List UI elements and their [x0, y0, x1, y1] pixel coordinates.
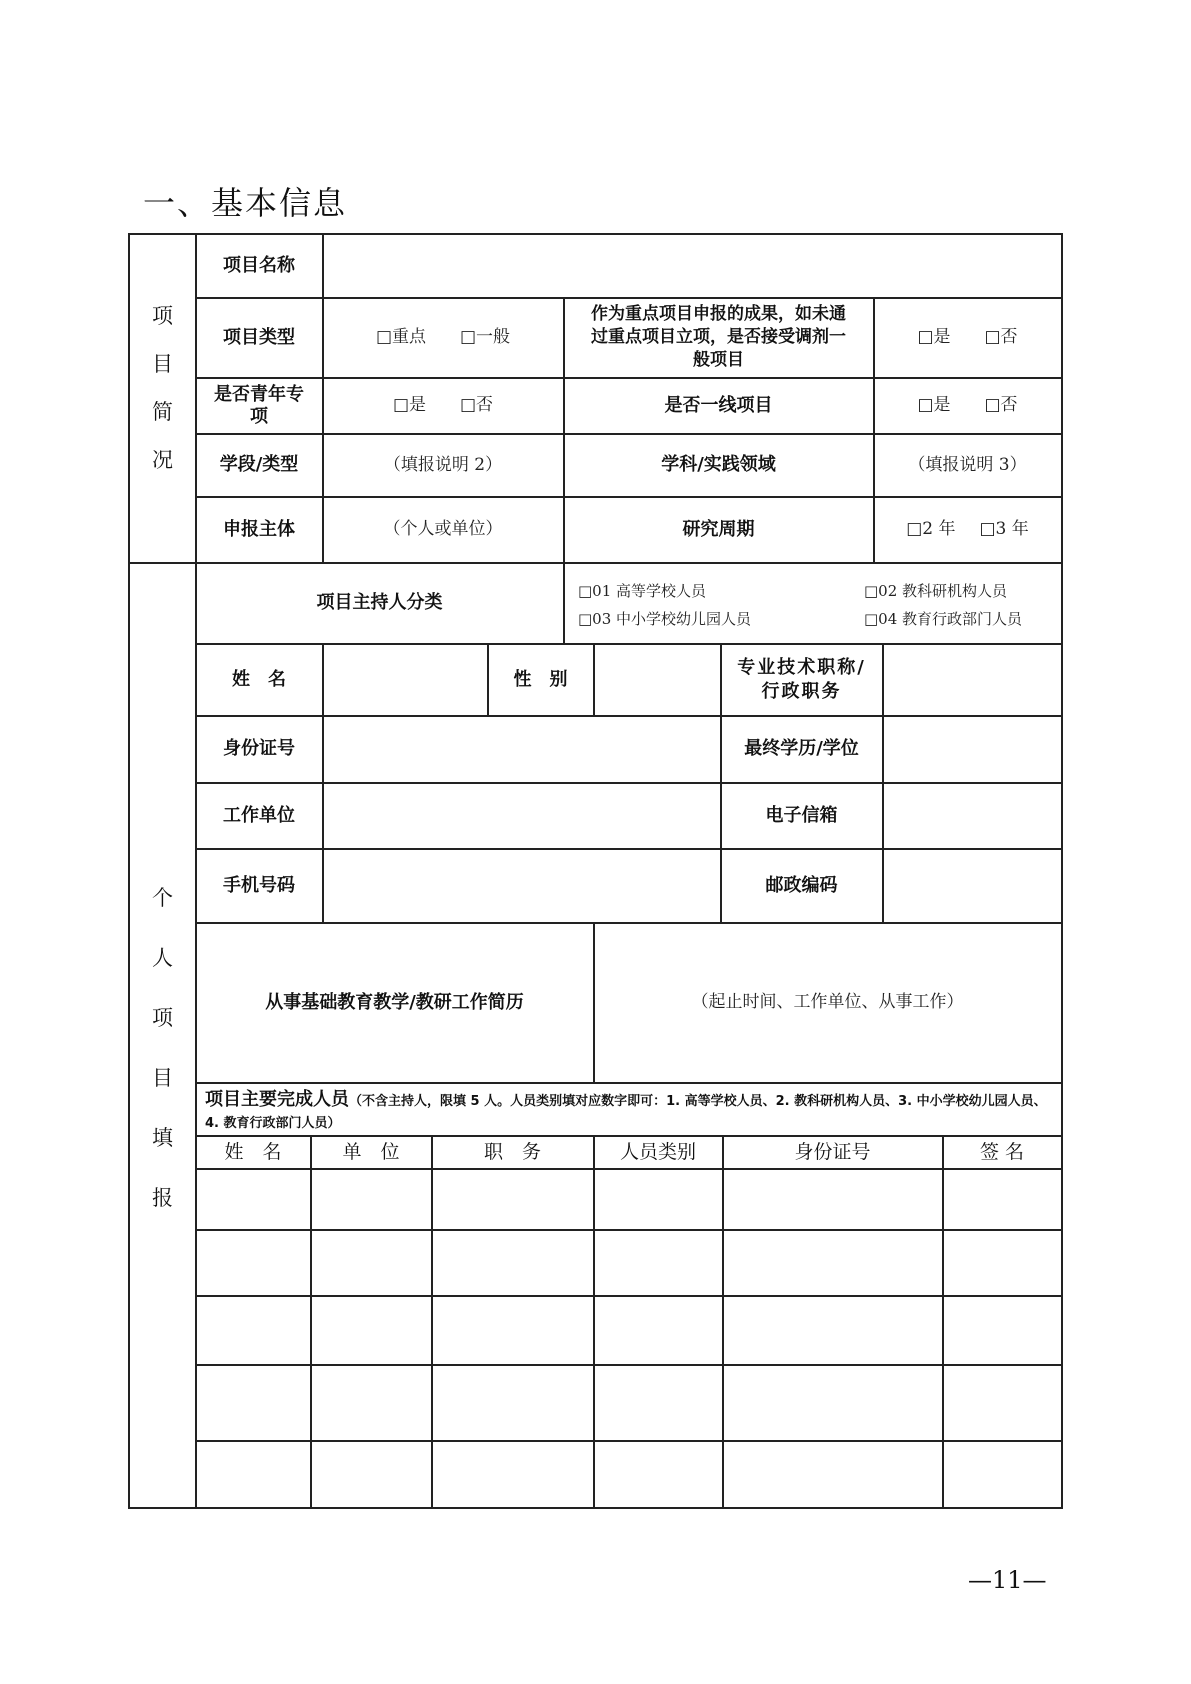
email-field[interactable]: [883, 783, 1061, 848]
gender-label: 性 别: [513, 668, 568, 690]
members-cell-unit[interactable]: [311, 1441, 431, 1507]
postcode-field[interactable]: [883, 849, 1061, 922]
members-cell-signature[interactable]: [943, 1365, 1061, 1440]
resume-label: 从事基础教育教学/教研工作简历: [265, 991, 524, 1013]
members-cell-category[interactable]: [594, 1169, 722, 1229]
members-cell-position[interactable]: [432, 1441, 593, 1507]
name-field[interactable]: [323, 644, 487, 715]
members-cell-position[interactable]: [432, 1365, 593, 1440]
members-cell-category[interactable]: [594, 1230, 722, 1295]
members-col-category: 人员类别: [619, 1140, 696, 1163]
adjust-options: [874, 298, 1061, 377]
name-label: 姓 名: [232, 668, 286, 690]
subject-field[interactable]: （填报说明 3）: [908, 454, 1027, 475]
checkbox-frontline-no[interactable]: □否: [984, 395, 1018, 416]
members-heading-block: [205, 1086, 1055, 1134]
period-options: [874, 497, 1061, 562]
checkbox-period-3y[interactable]: □3 年: [979, 519, 1029, 540]
members-heading: 项目主要完成人员: [205, 1089, 349, 1110]
members-cell-position[interactable]: [432, 1296, 593, 1364]
members-cell-id[interactable]: [723, 1169, 942, 1229]
personal-group-label: 个 人 项 目 填 报: [152, 886, 173, 1210]
members-cell-signature[interactable]: [943, 1441, 1061, 1507]
frontline-label: 是否一线项目: [664, 394, 773, 416]
members-col-name: 姓 名: [224, 1140, 282, 1163]
checkbox-frontline-yes[interactable]: □是: [917, 395, 951, 416]
members-cell-name[interactable]: [196, 1441, 310, 1507]
checkbox-youth-no[interactable]: □否: [460, 395, 494, 416]
employer-label: 工作单位: [223, 804, 295, 826]
members-cell-id[interactable]: [723, 1296, 942, 1364]
resume-field[interactable]: （起止时间、工作单位、从事工作）: [691, 992, 964, 1013]
checkbox-host-02[interactable]: □02 教科研机构人员: [864, 582, 1008, 600]
youth-options: [323, 378, 563, 433]
email-label: 电子信箱: [765, 804, 838, 826]
degree-field[interactable]: [883, 716, 1061, 782]
applicant-label: 申报主体: [223, 518, 295, 540]
title-field[interactable]: [883, 644, 1061, 715]
members-cell-name[interactable]: [196, 1296, 310, 1364]
employer-field[interactable]: [323, 783, 720, 848]
members-cell-category[interactable]: [594, 1365, 722, 1440]
phone-label: 手机号码: [223, 874, 295, 896]
members-cell-signature[interactable]: [943, 1169, 1061, 1229]
stage-field[interactable]: （填报说明 2）: [383, 454, 503, 475]
checkbox-period-2y[interactable]: □2 年: [906, 519, 956, 540]
degree-label: 最终学历/学位: [744, 738, 859, 760]
gender-field[interactable]: [594, 644, 720, 715]
project-name-field[interactable]: [323, 234, 1061, 297]
members-cell-category[interactable]: [594, 1441, 722, 1507]
section-title: 一、基本信息: [143, 184, 348, 222]
members-col-position: 职 务: [483, 1140, 541, 1163]
members-cell-position[interactable]: [432, 1230, 593, 1295]
members-col-unit: 单 位: [342, 1140, 400, 1163]
checkbox-key[interactable]: □重点: [375, 327, 426, 348]
page-number: —11—: [968, 1566, 1047, 1594]
members-cell-id[interactable]: [723, 1230, 942, 1295]
members-cell-signature[interactable]: [943, 1230, 1061, 1295]
checkbox-host-01[interactable]: □01 高等学校人员: [578, 582, 707, 600]
checkbox-adjust-no[interactable]: □否: [984, 327, 1018, 348]
project-name-label: 项目名称: [223, 254, 295, 276]
youth-label: 是否青年专 项: [214, 383, 322, 427]
adjust-question-label: 作为重点项目申报的成果，如未通过重点项目立项，是否接受调剂一般项目: [591, 304, 846, 370]
members-col-signature: 签 名: [979, 1140, 1025, 1163]
members-note: （不含主持人，限填 5 人。人员类别填对应数字即可：1. 高等学校人员、2. 教科研机构人员、3. 中小学校幼儿园人员、4. 教育行政部门人员）: [205, 1094, 1047, 1131]
members-cell-id[interactable]: [723, 1365, 942, 1440]
id-field[interactable]: [323, 716, 720, 782]
members-cell-name[interactable]: [196, 1365, 310, 1440]
checkbox-adjust-yes[interactable]: □是: [917, 327, 951, 348]
phone-field[interactable]: [323, 849, 720, 922]
members-cell-name[interactable]: [196, 1169, 310, 1229]
members-cell-unit[interactable]: [311, 1365, 431, 1440]
project-type-label: 项目类型: [223, 326, 295, 348]
project-type-options: [323, 298, 563, 377]
postcode-label: 邮政编码: [765, 874, 838, 896]
members-cell-name[interactable]: [196, 1230, 310, 1295]
frontline-options: [874, 378, 1061, 433]
members-cell-position[interactable]: [432, 1169, 593, 1229]
overview-group-label: 项 目 简 况: [152, 304, 173, 472]
members-cell-id[interactable]: [723, 1441, 942, 1507]
members-cell-signature[interactable]: [943, 1296, 1061, 1364]
host-category-label: 项目主持人分类: [316, 592, 443, 614]
title-label: 专业技术职称/行政职务: [737, 657, 866, 702]
checkbox-host-04[interactable]: □04 教育行政部门人员: [864, 610, 1023, 628]
members-col-id: 身份证号: [794, 1140, 871, 1163]
checkbox-host-03[interactable]: □03 中小学校幼儿园人员: [578, 610, 752, 628]
period-label: 研究周期: [682, 518, 755, 540]
members-cell-unit[interactable]: [311, 1230, 431, 1295]
stage-label: 学段/类型: [219, 454, 299, 476]
applicant-field[interactable]: （个人或单位）: [383, 519, 503, 540]
id-label: 身份证号: [223, 738, 295, 760]
members-cell-unit[interactable]: [311, 1169, 431, 1229]
members-cell-unit[interactable]: [311, 1296, 431, 1364]
checkbox-youth-yes[interactable]: □是: [392, 395, 426, 416]
checkbox-general[interactable]: □一般: [460, 327, 511, 348]
subject-label: 学科/实践领域: [661, 454, 776, 476]
members-cell-category[interactable]: [594, 1296, 722, 1364]
